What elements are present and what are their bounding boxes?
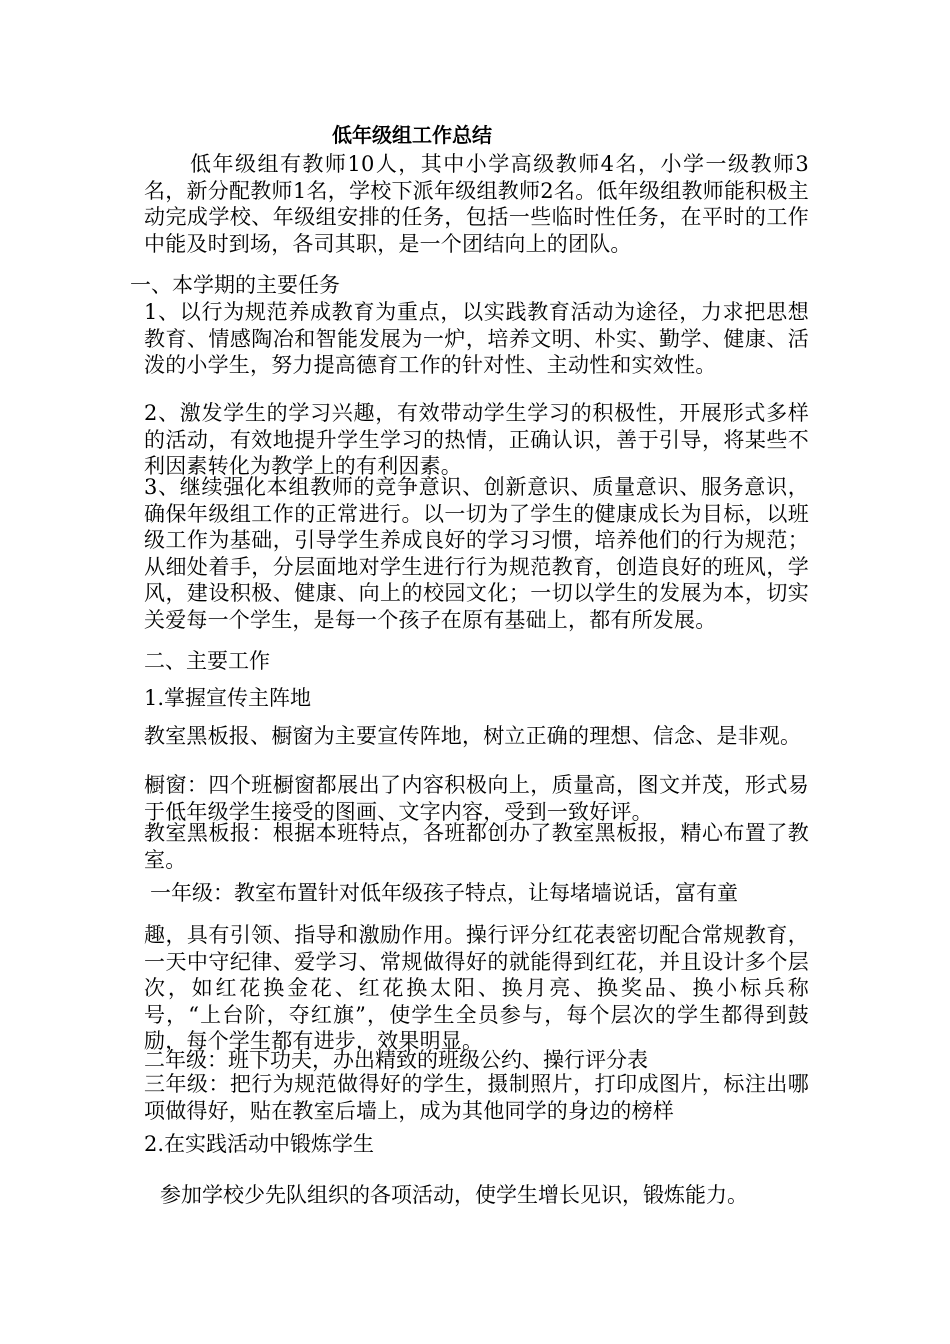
section-heading-work: 二、主要工作 — [144, 649, 270, 673]
intro-paragraph: 低年级组有教师10人，其中小学高级教师4名，小学一级教师3名，新分配教师1名，学校下派年级组教师2名。低年级组教师能积极主动完成学校、年级组安排的任务，包括一些临时性任务，在平时的工作中能及时到场，各司其职，是一个团结向上的团队。 — [144, 152, 809, 256]
work1-paragraph-3: 教室黑板报：根据本班特点，各班都创办了教室黑板报，精心布置了教室。 — [144, 821, 809, 872]
grade1-first-line: 一年级：教室布置针对低年级孩子特点，让每堵墙说话，富有童 — [150, 881, 738, 905]
task-item-2: 2、激发学生的学习兴趣，有效带动学生学习的积极性，开展形式多样的活动，有效地提升学生学习的热情，正确认识，善于引导，将某些不利因素转化为教学上的有利因素。 — [144, 401, 809, 478]
grade1-paragraph: 趣，具有引领、指导和激励作用。操行评分红花表密切配合常规教育，一天中守纪律、爱学习、常规做得好的就能得到红花，并且设计多个层次，如红花换金花、红花换太阳、换月亮、换奖品、换小标兵称号，“上台阶，夺红旗”，使学生全员参与，每个层次的学生都得到鼓励，每个学生都有进步，效果明显。 — [144, 923, 809, 1053]
section-heading-tasks: 一、本学期的主要任务 — [130, 273, 340, 297]
task-item-1: 1、以行为规范养成教育为重点，以实践教育活动为途径，力求把思想教育、情感陶冶和智能发展为一炉，培养文明、朴实、勤学、健康、活泼的小学生，努力提高德育工作的针对性、主动性和实效性。 — [144, 300, 809, 377]
work-heading-1: 1.掌握宣传主阵地 — [144, 686, 312, 710]
work2-paragraph-1: 参加学校少先队组织的各项活动，使学生增长见识，锻炼能力。 — [160, 1183, 748, 1207]
grade3-paragraph: 三年级：把行为规范做得好的学生，摄制照片，打印成图片，标注出哪项做得好，贴在教室后墙上，成为其他同学的身边的榜样 — [144, 1072, 809, 1123]
work1-paragraph-1: 教室黑板报、橱窗为主要宣传阵地，树立正确的理想、信念、是非观。 — [144, 724, 802, 748]
work1-paragraph-2: 橱窗：四个班橱窗都展出了内容积极向上，质量高，图文并茂，形式易于低年级学生接受的图画、文字内容，受到一致好评。 — [144, 773, 809, 824]
document-title: 低年级组工作总结 — [332, 123, 492, 147]
work-heading-2: 2.在实践活动中锻炼学生 — [144, 1132, 375, 1156]
task-item-3: 3、继续强化本组教师的竞争意识、创新意识、质量意识、服务意识，确保年级组工作的正常进行。以一切为了学生的健康成长为目标，以班级工作为基础，引导学生养成良好的学习习惯，培养他们的行为规范；从细处着手，分层面地对学生进行行为规范教育，创造良好的班风，学风，建设积极、健康、向上的校园文化；一切以学生的发展为本，切实关爱每一个学生，是每一个孩子在原有基础上，都有所发展。 — [144, 475, 809, 632]
grade2-line: 二年级：班下功夫，办出精致的班级公约、操行评分表 — [144, 1048, 648, 1072]
